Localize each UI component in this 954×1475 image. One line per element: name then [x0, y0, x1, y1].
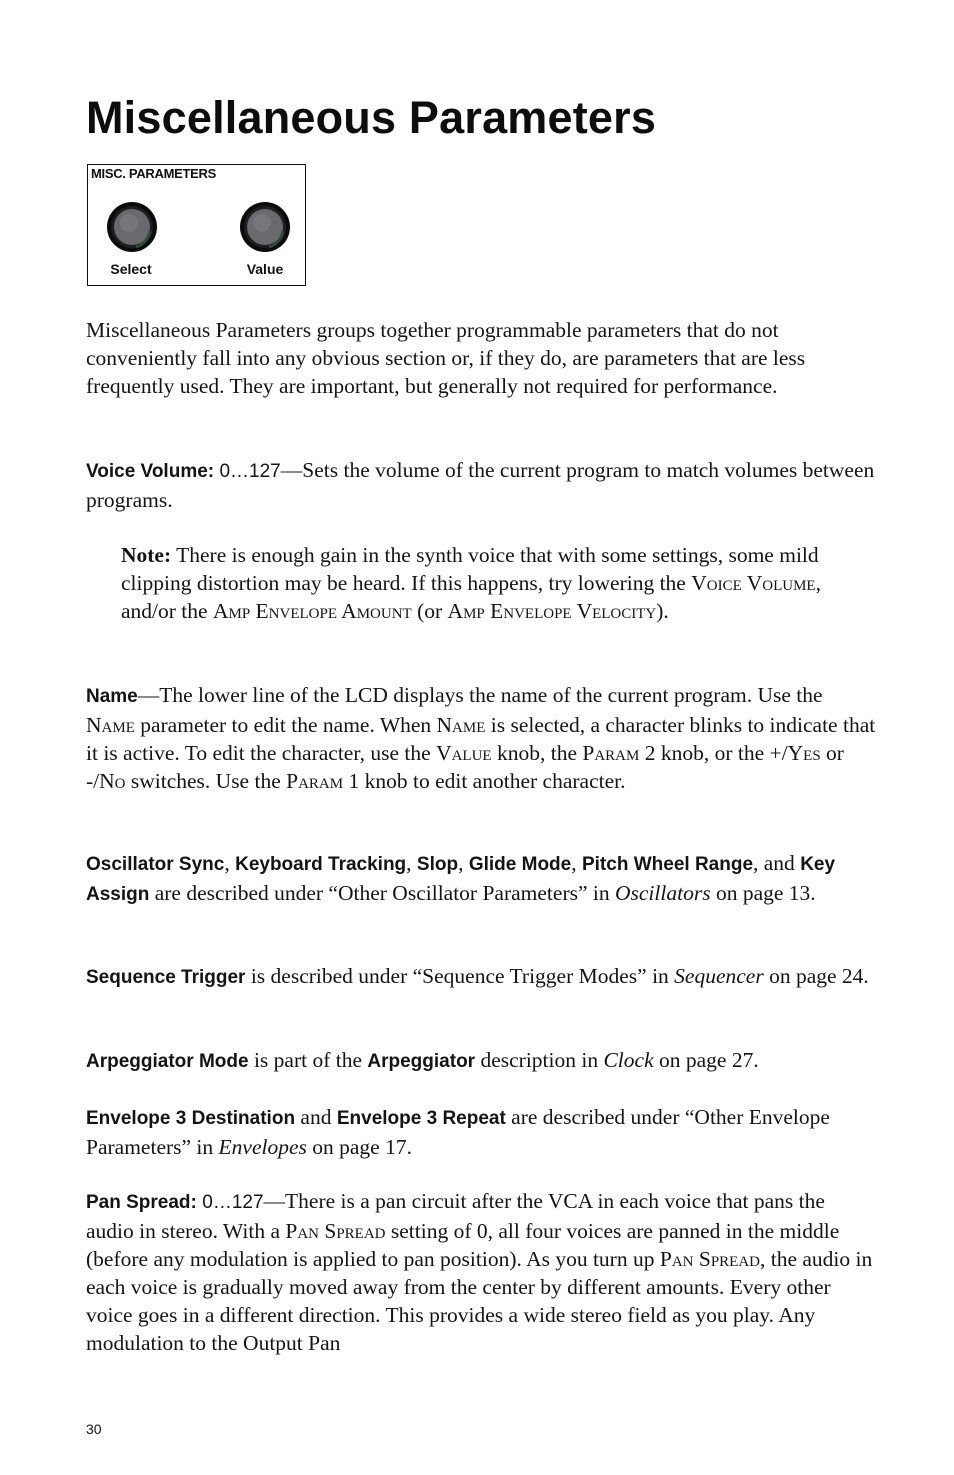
section-ref: Sequencer: [674, 964, 764, 988]
param-ref: Param: [582, 741, 640, 765]
panel-title: MISC. PARAMETERS: [91, 166, 216, 181]
voice-volume-paragraph: [86, 456, 876, 514]
param-ref: Pan Spread: [285, 1219, 386, 1243]
param-ref: Value: [436, 741, 492, 765]
slop-term: Slop: [416, 854, 459, 875]
param-ref: Voice Volume: [691, 571, 816, 595]
voice-volume-text: —Sets the volume of the current program to match volumes between programs.: [86, 458, 875, 512]
arpeggiator-paragraph: [86, 1046, 876, 1076]
pan-spread-term: Pan Spread:: [86, 1192, 197, 1213]
name-text: is selected, a character blinks to indicate that it is active. To edit the character, use the: [86, 713, 876, 765]
envelope-3-repeat-term: Envelope 3 Repeat: [336, 1108, 506, 1129]
param-ref: Amp Envelope Amount: [212, 599, 412, 623]
voice-volume-range: 0…127: [219, 461, 281, 482]
sequence-text: is described under “Sequence Trigger Modes” in: [245, 964, 675, 988]
arpeggiator-text: on page 27.: [653, 1048, 759, 1072]
arpeggiator-text: description in: [475, 1048, 604, 1072]
param-ref: Param: [286, 769, 344, 793]
param-ref: Name: [436, 713, 486, 737]
oscillator-paragraph: [86, 849, 876, 909]
name-text: or -/: [86, 741, 844, 793]
arpeggiator-mode-term: Arpeggiator Mode: [86, 1051, 249, 1072]
note-text: , and/or the: [121, 571, 821, 623]
page-title: Miscellaneous Parameters: [86, 92, 657, 143]
select-knob-icon[interactable]: [106, 201, 158, 253]
oscillator-sync-term: Oscillator Sync: [86, 854, 225, 875]
value-knob-label: Value: [246, 261, 284, 277]
envelope-3-destination-term: Envelope 3 Destination: [86, 1108, 296, 1129]
pan-spread-text: setting of 0, all four voices are panned in the middle (before any modulation is applied to pan position). As you turn up: [86, 1219, 840, 1271]
param-ref: Yes: [787, 741, 821, 765]
note-text: ).: [656, 599, 669, 623]
voice-volume-term: Voice Volume:: [86, 461, 215, 482]
section-ref: Oscillators: [615, 881, 711, 905]
separator: ,: [458, 851, 464, 875]
name-text: —The lower line of the LCD displays the name of the current program. Use the: [137, 683, 823, 707]
page-number: 30: [86, 1421, 102, 1437]
section-ref: Envelopes: [218, 1135, 307, 1159]
note-text: There is enough gain in the synth voice that with some settings, some mild clipping distortion may be heard. If this happens, try lowering the: [121, 543, 819, 595]
param-ref: Amp Envelope Velocity: [447, 599, 657, 623]
arpeggiator-text: is part of the: [248, 1048, 368, 1072]
misc-parameters-panel: [87, 164, 306, 286]
pan-spread-range: 0…127: [202, 1192, 264, 1213]
sequence-trigger-term: Sequence Trigger: [86, 967, 246, 988]
sequence-paragraph: [86, 962, 876, 992]
envelope-paragraph: [86, 1103, 876, 1161]
name-term: Name: [86, 686, 138, 707]
intro-paragraph: Miscellaneous Parameters groups together programmable parameters that do not conveniently fall into any obvious section or, if they do, are parameters that are less frequently used. They are important, but generally not required for performance.: [86, 318, 806, 398]
sequence-text: on page 24.: [763, 964, 869, 988]
conjunction: and: [758, 851, 801, 875]
envelope-text: and: [295, 1105, 337, 1129]
oscillator-text: on page 13.: [710, 881, 816, 905]
value-knob-icon[interactable]: [239, 201, 291, 253]
envelope-text: are described under “Other Envelope Parameters” in: [86, 1105, 830, 1159]
param-ref: No: [99, 769, 126, 793]
note-label: Note:: [121, 543, 172, 567]
pan-spread-text: —There is a pan circuit after the VCA in each voice that pans the audio in stereo. With a: [86, 1189, 825, 1243]
glide-mode-term: Glide Mode: [468, 854, 572, 875]
pitch-wheel-range-term: Pitch Wheel Range: [581, 854, 754, 875]
name-paragraph: [86, 681, 876, 795]
name-text: 1 knob to edit another character.: [343, 769, 626, 793]
name-text: knob, the: [491, 741, 583, 765]
param-ref: Pan Spread: [659, 1247, 760, 1271]
param-ref: Name: [86, 713, 135, 737]
separator: ,: [753, 851, 759, 875]
arpeggiator-term: Arpeggiator: [367, 1051, 476, 1072]
keyboard-tracking-term: Keyboard Tracking: [235, 854, 407, 875]
separator: ,: [406, 851, 412, 875]
pan-spread-text: , the audio in each voice is gradually moved away from the center by different amounts. Every other voice goes in a different direction. This provides a wide stereo field as you play. Any modulation to the Output Pan: [86, 1247, 873, 1355]
oscillator-text: are described under “Other Oscillator Parameters” in: [149, 881, 615, 905]
name-text: switches. Use the: [125, 769, 287, 793]
note-text: (or: [411, 599, 448, 623]
name-text: 2 knob, or the +/: [639, 741, 788, 765]
name-text: parameter to edit the name. When: [134, 713, 437, 737]
envelope-text: on page 17.: [306, 1135, 412, 1159]
note-paragraph: [121, 541, 861, 625]
key-assign-term: Key Assign: [86, 854, 836, 905]
separator: ,: [571, 851, 577, 875]
section-ref: Clock: [603, 1048, 654, 1072]
select-knob-label: Select: [110, 261, 152, 277]
pan-spread-paragraph: [86, 1187, 876, 1357]
separator: ,: [224, 851, 230, 875]
